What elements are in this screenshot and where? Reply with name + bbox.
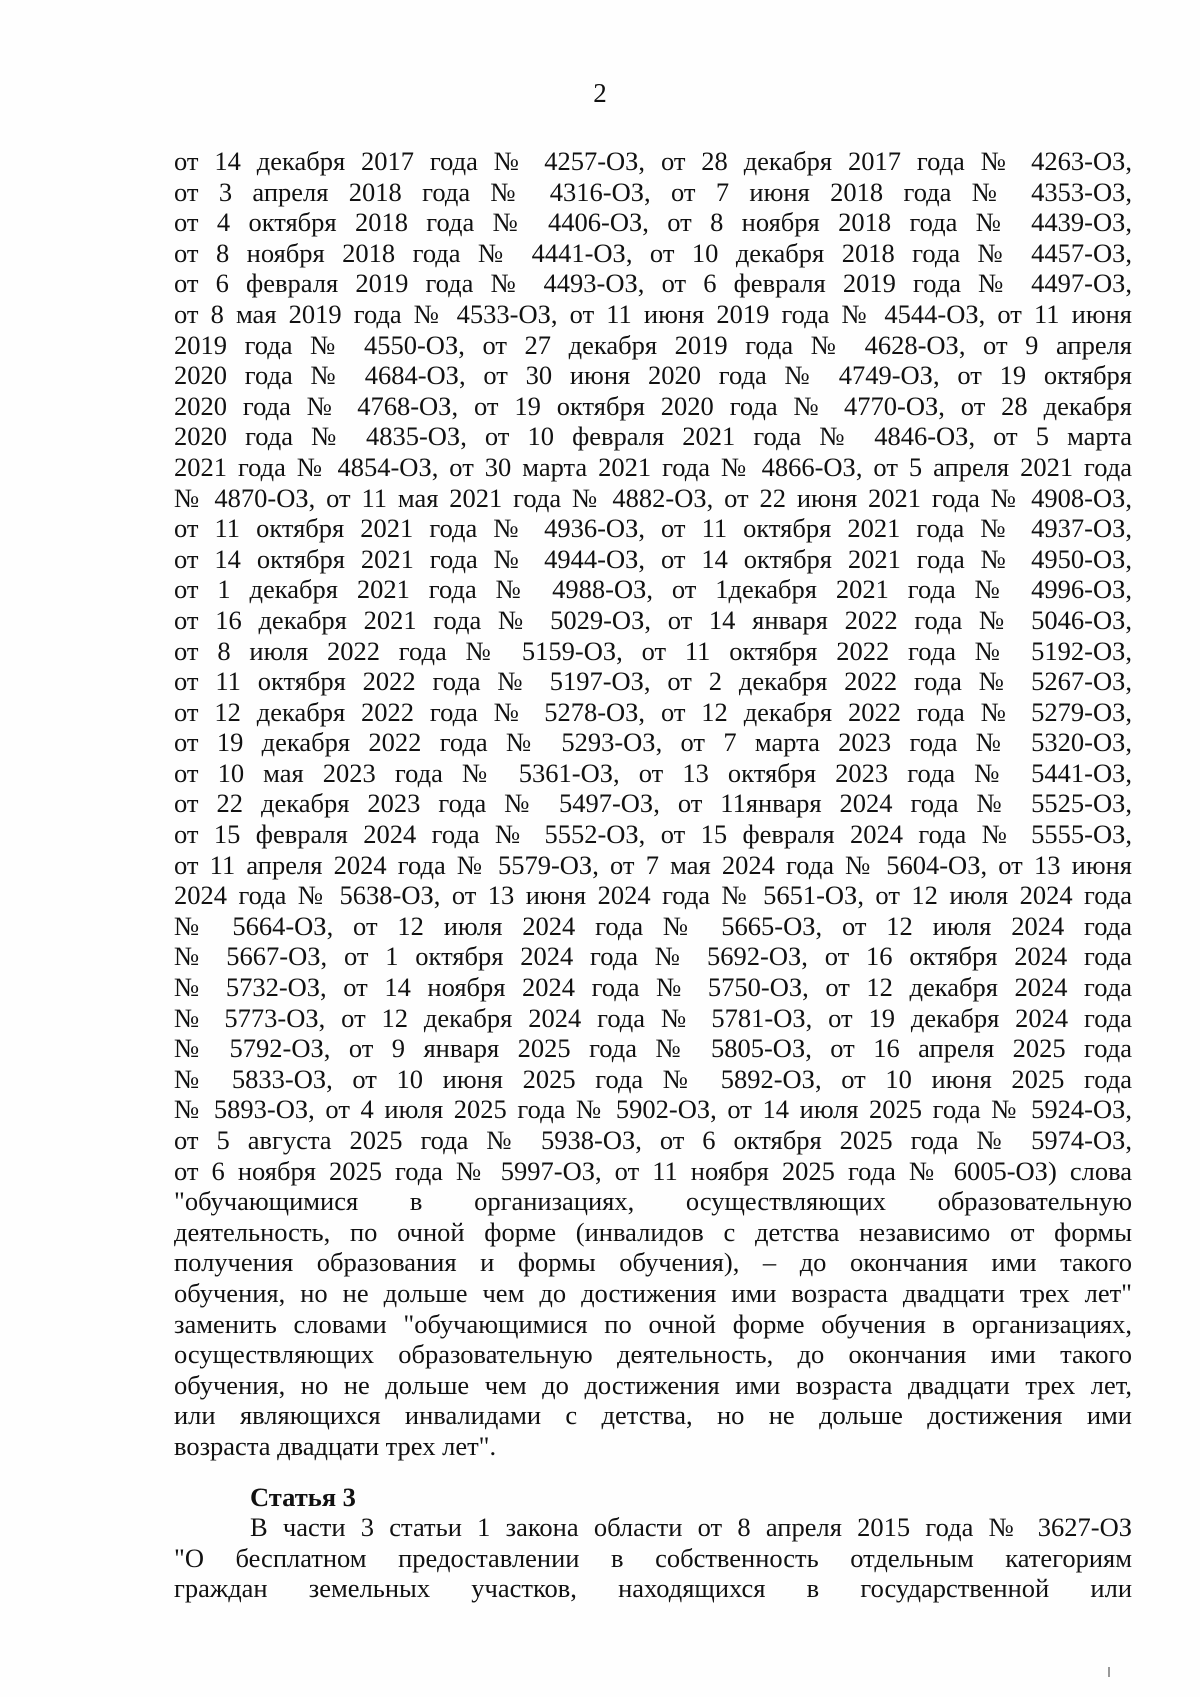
- text-line: № 5792-ОЗ, от 9 января 2025 года № 5805-ОЗ, от 16 апреля 2025 года: [174, 1033, 1132, 1064]
- text-line: от 11 октября 2021 года № 4936-ОЗ, от 11 октября 2021 года № 4937-ОЗ,: [174, 513, 1132, 544]
- text-line: № 5833-ОЗ, от 10 июня 2025 года № 5892-ОЗ, от 10 июня 2025 года: [174, 1063, 1132, 1094]
- text-line: № 5732-ОЗ, от 14 ноября 2024 года № 5750-ОЗ, от 12 декабря 2024 года: [174, 972, 1132, 1003]
- text-line: граждан земельных участков, находящихся в государственной или: [174, 1573, 1132, 1604]
- text-line: от 1 декабря 2021 года № 4988-ОЗ, от 1декабря 2021 года № 4996-ОЗ,: [174, 574, 1132, 605]
- text-line: 2020 года № 4835-ОЗ, от 10 февраля 2021 года № 4846-ОЗ, от 5 марта: [174, 421, 1132, 452]
- text-line: деятельность, по очной форме (инвалидов с детства независимо от формы: [174, 1216, 1132, 1247]
- scan-artifact: [1108, 1667, 1110, 1677]
- text-line: получения образования и формы обучения), – до окончания ими такого: [174, 1247, 1132, 1278]
- text-line: № 5667-ОЗ, от 1 октября 2024 года № 5692-ОЗ, от 16 октября 2024 года: [174, 941, 1132, 972]
- text-line: осуществляющих образовательную деятельность, до окончания ими такого: [174, 1339, 1132, 1370]
- text-line: "О бесплатном предоставлении в собственность отдельным категориям: [174, 1542, 1132, 1573]
- text-line: от 12 декабря 2022 года № 5278-ОЗ, от 12 декабря 2022 года № 5279-ОЗ,: [174, 696, 1132, 727]
- text-line: от 15 февраля 2024 года № 5552-ОЗ, от 15 февраля 2024 года № 5555-ОЗ,: [174, 819, 1132, 850]
- article-heading: Статья 3: [250, 1481, 356, 1512]
- text-line: № 5664-ОЗ, от 12 июля 2024 года № 5665-ОЗ, от 12 июля 2024 года: [174, 910, 1132, 941]
- text-line: от 8 мая 2019 года № 4533-ОЗ, от 11 июня 2019 года № 4544-ОЗ, от 11 июня: [174, 298, 1132, 329]
- text-line: от 16 декабря 2021 года № 5029-ОЗ, от 14 января 2022 года № 5046-ОЗ,: [174, 604, 1132, 635]
- paragraph-gap: [174, 1462, 1132, 1482]
- text-line: от 5 августа 2025 года № 5938-ОЗ, от 6 октября 2025 года № 5974-ОЗ,: [174, 1125, 1132, 1155]
- text-line: № 5893-ОЗ, от 4 июля 2025 года № 5902-ОЗ, от 14 июля 2025 года № 5924-ОЗ,: [174, 1094, 1132, 1125]
- text-line: обучения, но не дольше чем до достижения ими возраста двадцати трех лет": [174, 1277, 1132, 1308]
- text-line: 2021 года № 4854-ОЗ, от 30 марта 2021 года № 4866-ОЗ, от 5 апреля 2021 года: [174, 451, 1132, 482]
- text-line: от 14 октября 2021 года № 4944-ОЗ, от 14 октября 2021 года № 4950-ОЗ,: [174, 543, 1132, 574]
- text-line: от 14 декабря 2017 года № 4257-ОЗ, от 28 декабря 2017 года № 4263-ОЗ,: [174, 146, 1132, 176]
- text-line: В части 3 статьи 1 закона области от 8 апреля 2015 года № 3627-ОЗ: [250, 1512, 1132, 1543]
- amendment-paragraph: [174, 146, 1132, 1462]
- document-body: [174, 146, 1132, 1604]
- text-line: от 6 февраля 2019 года № 4493-ОЗ, от 6 февраля 2019 года № 4497-ОЗ,: [174, 268, 1132, 299]
- article-3-paragraph: [174, 1512, 1132, 1604]
- text-line: от 4 октября 2018 года № 4406-ОЗ, от 8 ноября 2018 года № 4439-ОЗ,: [174, 207, 1132, 238]
- text-line: от 10 мая 2023 года № 5361-ОЗ, от 13 октября 2023 года № 5441-ОЗ,: [174, 757, 1132, 788]
- text-line: от 6 ноября 2025 года № 5997-ОЗ, от 11 ноября 2025 года № 6005-ОЗ) слова: [174, 1155, 1132, 1186]
- text-line: от 8 июля 2022 года № 5159-ОЗ, от 11 октября 2022 года № 5192-ОЗ,: [174, 635, 1132, 666]
- text-line: обучения, но не дольше чем до достижения ими возраста двадцати трех лет,: [174, 1369, 1132, 1400]
- text-line: 2024 года № 5638-ОЗ, от 13 июня 2024 года № 5651-ОЗ, от 12 июля 2024 года: [174, 880, 1132, 911]
- text-line: № 4870-ОЗ, от 11 мая 2021 года № 4882-ОЗ, от 22 июня 2021 года № 4908-ОЗ,: [174, 482, 1132, 513]
- text-line: 2020 года № 4684-ОЗ, от 30 июня 2020 года № 4749-ОЗ, от 19 октября: [174, 360, 1132, 391]
- text-line: № 5773-ОЗ, от 12 декабря 2024 года № 5781-ОЗ, от 19 декабря 2024 года: [174, 1002, 1132, 1033]
- text-line: от 22 декабря 2023 года № 5497-ОЗ, от 11января 2024 года № 5525-ОЗ,: [174, 788, 1132, 819]
- text-line: от 19 декабря 2022 года № 5293-ОЗ, от 7 марта 2023 года № 5320-ОЗ,: [174, 727, 1132, 758]
- text-line: от 11 октября 2022 года № 5197-ОЗ, от 2 декабря 2022 года № 5267-ОЗ,: [174, 666, 1132, 697]
- page-number: 2: [593, 78, 607, 108]
- text-line: от 11 апреля 2024 года № 5579-ОЗ, от 7 мая 2024 года № 5604-ОЗ, от 13 июня: [174, 849, 1132, 880]
- text-line: от 8 ноября 2018 года № 4441-ОЗ, от 10 декабря 2018 года № 4457-ОЗ,: [174, 237, 1132, 268]
- text-line: возраста двадцати трех лет".: [174, 1430, 497, 1461]
- text-line: заменить словами "обучающимися по очной форме обучения в организациях,: [174, 1308, 1132, 1339]
- text-line: 2019 года № 4550-ОЗ, от 27 декабря 2019 года № 4628-ОЗ, от 9 апреля: [174, 329, 1132, 360]
- text-line: 2020 года № 4768-ОЗ, от 19 октября 2020 года № 4770-ОЗ, от 28 декабря: [174, 390, 1132, 421]
- text-line: "обучающимися в организациях, осуществляющих образовательную: [174, 1186, 1132, 1217]
- text-line: или являющихся инвалидами с детства, но не дольше достижения ими: [174, 1400, 1132, 1431]
- text-line: от 3 апреля 2018 года № 4316-ОЗ, от 7 июня 2018 года № 4353-ОЗ,: [174, 176, 1132, 207]
